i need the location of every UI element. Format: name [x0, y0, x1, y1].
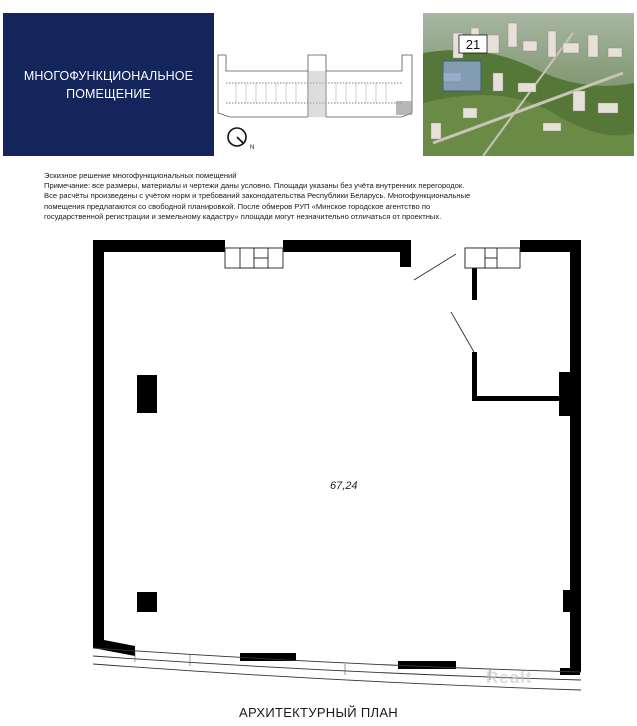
room-area-label: 67,24 [330, 480, 358, 492]
plan-caption: АРХИТЕКТУРНЫЙ ПЛАН [238, 705, 398, 720]
aerial-photo [423, 13, 634, 156]
floor-plan [0, 236, 637, 706]
column [137, 592, 157, 612]
compass-label: N [250, 145, 255, 151]
key-plan [216, 13, 421, 156]
notes-line: Примечание: все размеры, материалы и чертежи даны условно. Площади указаны без учёта внутренних перегородок. [44, 181, 465, 191]
wall-top-left [93, 240, 225, 252]
title-box [3, 13, 214, 156]
wall-top-middle [283, 240, 401, 252]
notes-line: помещения предлагаются со свободной планировкой. После обмеров РУП «Минское городское агентство по [44, 201, 431, 211]
column [137, 375, 157, 413]
wall-top-stub [400, 240, 411, 267]
title-line-1: МНОГОФУНКЦИОНАЛЬНОЕ [23, 68, 194, 83]
title-line-2: ПОМЕЩЕНИЕ [66, 86, 151, 101]
notes-line: Все расчёты произведены с учётом норм и требований законодательства Республики Беларусь. Многофункциональные [44, 191, 471, 201]
compass-icon [228, 128, 246, 146]
notes-line: государственной регистрации и земельному кадастру» площади могут незначительно отличаться от проектных. [44, 211, 442, 221]
building-number: 21 [465, 37, 481, 52]
wall-left [93, 240, 104, 648]
notes-block [44, 171, 614, 222]
watermark-logo: Realt [486, 668, 533, 687]
notes-line: Эскизное решение многофункциональных помещений [44, 171, 237, 180]
